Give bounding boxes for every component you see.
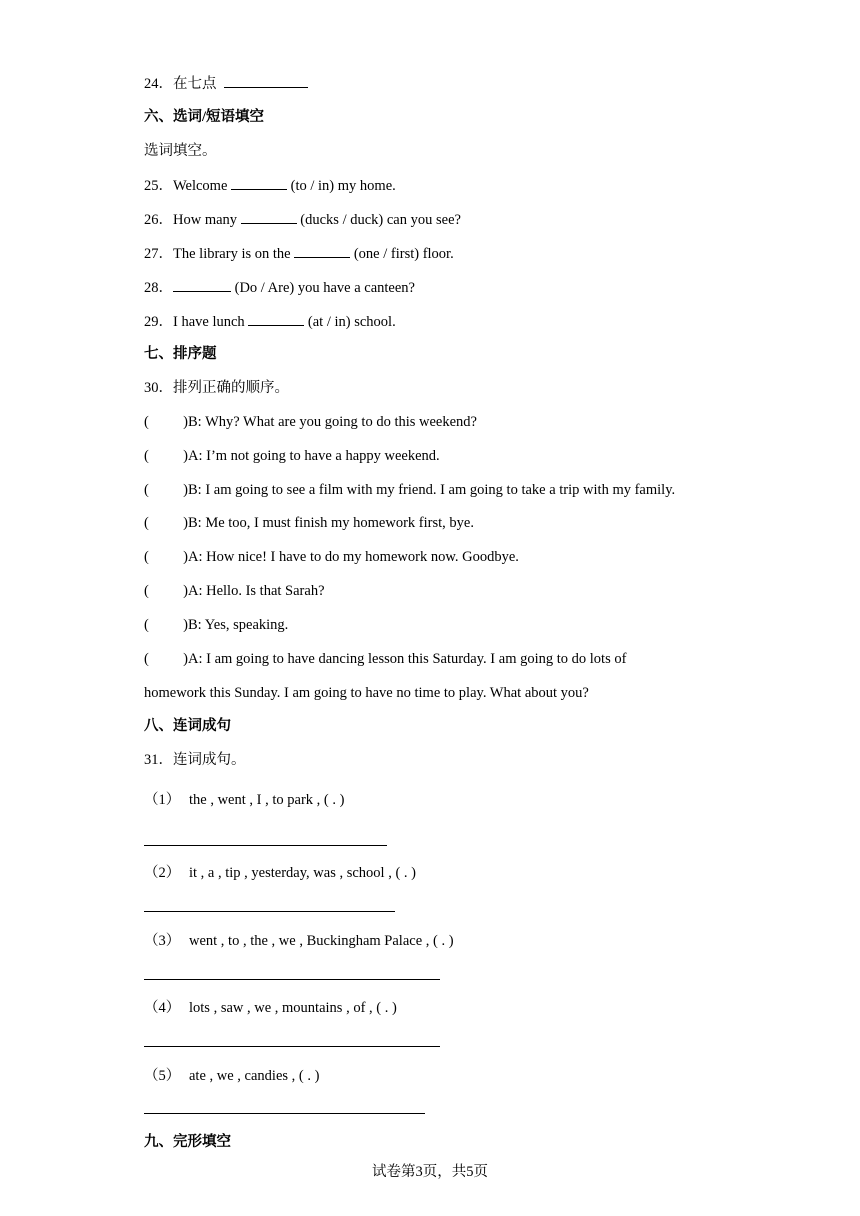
question-text: Welcome [173,178,228,194]
question-text: The library is on the [173,246,291,262]
order-item-text: A: Hello. Is that Sarah? [188,583,325,599]
order-answer-box[interactable]: ( ) [144,448,188,464]
scrambled-words: ate , we , candies , ( . ) [189,1068,320,1084]
sub-question-label: （3） [144,933,181,949]
scrambled-words: lots , saw , we , mountains , of , ( . ) [189,1000,397,1016]
question-28 [144,277,415,298]
sub-question-label: （5） [144,1068,181,1084]
answer-blank[interactable] [241,209,297,224]
order-item [144,547,519,567]
answer-blank[interactable] [231,175,287,190]
answer-blank[interactable] [173,277,231,292]
answer-line[interactable] [144,845,387,846]
question-text: I have lunch [173,314,245,330]
question-text: 在七点 [173,76,217,92]
question-options: (at / in) school. [307,314,396,330]
question-number: 31． [144,752,173,768]
order-answer-box[interactable]: ( ) [144,651,188,667]
question-25 [144,175,396,196]
question-options: (one / first) floor. [353,246,454,262]
order-item [144,446,440,466]
answer-line[interactable] [144,1046,440,1047]
answer-blank[interactable] [248,311,304,326]
order-item [144,649,626,669]
section-9-title: 九、完形填空 [144,1134,231,1150]
order-item [144,513,474,533]
order-answer-box[interactable]: ( ) [144,549,188,565]
question-text: 排列正确的顺序。 [173,380,289,396]
page-footer: 试卷第3页，共5页 [372,1164,488,1180]
order-item-text: B: Me too, I must finish my homework first, bye. [188,515,474,531]
order-item [144,581,325,601]
question-options: (to / in) my home. [290,178,396,194]
order-item-text: A: How nice! I have to do my homework now. Goodbye. [188,549,519,565]
order-item-text: A: I’m not going to have a happy weekend. [188,448,440,464]
section-7-title: 七、排序题 [144,346,217,362]
order-answer-box[interactable]: ( ) [144,482,188,498]
scrambled-words: it , a , tip , yesterday, was , school , ( . ) [189,865,416,881]
question-number: 26． [144,212,173,228]
section-8-title: 八、连词成句 [144,718,231,734]
order-item-text: B: I am going to see a film with my friend. I am going to take a trip with my family. [188,482,676,498]
question-number: 24． [144,76,173,92]
word-order-item [144,790,344,810]
word-order-item [144,931,454,951]
question-number: 29． [144,314,173,330]
order-item [144,412,477,432]
order-item-continuation: homework this Sunday. I am going to have no time to play. What about you? [144,685,589,701]
question-31 [144,750,246,770]
answer-line[interactable] [144,911,395,912]
question-options: (Do / Are) you have a canteen? [234,280,415,296]
order-item [144,615,288,635]
section-6-instruction: 选词填空。 [144,143,217,159]
order-item-text: B: Yes, speaking. [188,617,289,633]
order-answer-box[interactable]: ( ) [144,515,188,531]
scrambled-words: the , went , I , to park , ( . ) [189,792,345,808]
word-order-item [144,998,397,1018]
question-30 [144,378,289,398]
answer-line[interactable] [144,979,440,980]
scrambled-words: went , to , the , we , Buckingham Palace , ( . ) [189,933,454,949]
order-item-text: A: I am going to have dancing lesson this Saturday. I am going to do lots of [188,651,627,667]
sub-question-label: （2） [144,865,181,881]
question-text: How many [173,212,238,228]
order-answer-box[interactable]: ( ) [144,583,188,599]
sub-question-label: （4） [144,1000,181,1016]
order-item-text: B: Why? What are you going to do this weekend? [188,414,477,430]
question-27 [144,243,454,264]
question-text: 连词成句。 [173,752,246,768]
section-6-title: 六、选词/短语填空 [144,109,265,125]
question-number: 27． [144,246,173,262]
question-number: 25． [144,178,173,194]
question-options: (ducks / duck) can you see? [300,212,461,228]
order-item [144,480,675,500]
answer-blank[interactable] [224,73,308,88]
answer-blank[interactable] [294,243,350,258]
order-answer-box[interactable]: ( ) [144,617,188,633]
question-24 [144,73,308,94]
sub-question-label: （1） [144,792,181,808]
word-order-item [144,863,416,883]
question-26 [144,209,461,230]
word-order-item [144,1066,319,1086]
question-29 [144,311,396,332]
order-answer-box[interactable]: ( ) [144,414,188,430]
question-number: 28． [144,280,173,296]
question-number: 30． [144,380,173,396]
answer-line[interactable] [144,1113,425,1114]
